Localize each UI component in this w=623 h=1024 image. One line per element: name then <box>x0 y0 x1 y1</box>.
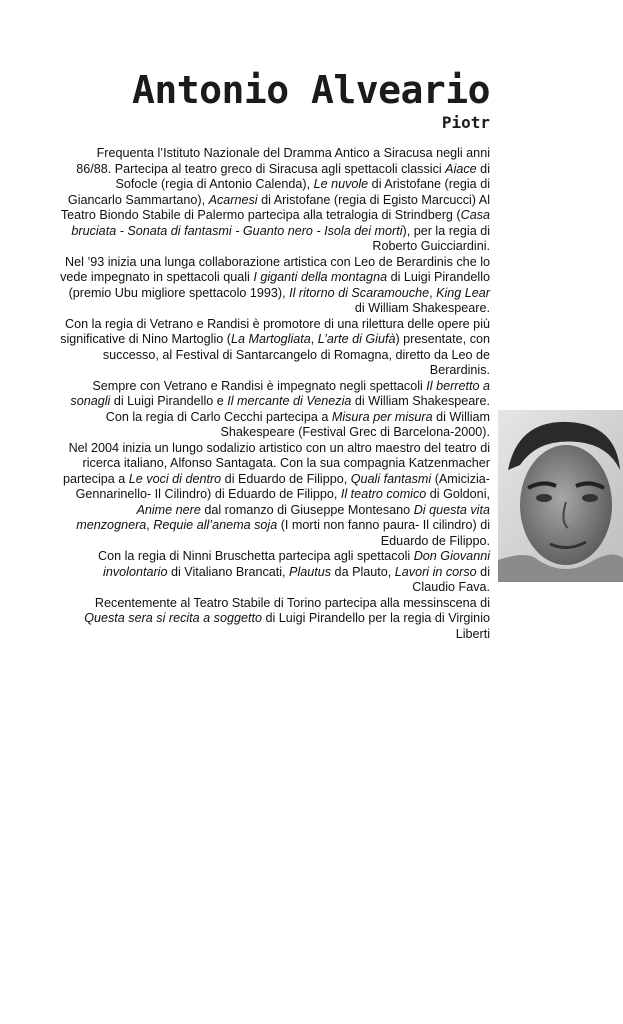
bio-text: , <box>310 332 318 346</box>
bio-text: di William Shakespeare. <box>351 394 490 408</box>
bio-text: dal romanzo di Giuseppe Montesano <box>200 502 414 517</box>
work-title: Le nuvole <box>313 177 369 191</box>
portrait-image <box>498 410 623 582</box>
work-title: Lavori in corso <box>394 564 477 579</box>
bio-text: ), per la regia di Roberto Guicciardini. <box>372 223 490 253</box>
work-title: I giganti della montagna <box>253 270 388 284</box>
work-title: Plautus <box>289 564 332 579</box>
work-title: La Martogliata <box>230 332 311 346</box>
bio-text: Nel ’93 inizia una lunga collaborazione artistica con Leo de Berardinis che lo vede impegnato in spettacoli quali <box>60 254 490 284</box>
bio-text: di Luigi Pirandello per la regia di Virginio Liberti <box>262 611 490 641</box>
bio-text: di Luigi Pirandello (premio Ubu migliore spettacolo 1993), <box>68 270 490 300</box>
bio-text: di Luigi Pirandello e <box>110 394 228 408</box>
work-title: Anime nere <box>136 502 201 517</box>
work-title: King Lear <box>436 285 490 300</box>
work-title: Don Giovanni involontario <box>103 549 490 579</box>
work-title: Requie all’anema soja <box>153 518 278 532</box>
bio-text: di William Shakespeare. <box>354 301 490 315</box>
bio-text: Con la regia di Carlo Cecchi partecipa a <box>105 409 332 424</box>
biography <box>60 146 490 642</box>
bio-text: di Aristofane (regia di Egisto Marcucci) Al Teatro Biondo Stabile di Palermo partecipa alla tetralogia di Strindberg ( <box>60 192 490 222</box>
bio-paragraph <box>60 146 490 255</box>
bio-text: (I morti non fanno paura- Il cilindro) di Eduardo de Filippo. <box>277 518 490 548</box>
actor-name: Antonio Alveario <box>131 68 490 112</box>
bio-text: di Vitaliano Brancati, <box>167 564 290 579</box>
work-title: Questa sera si recita a soggetto <box>84 611 262 625</box>
bio-text: di Eduardo de Filippo, <box>221 471 351 486</box>
work-title: Le voci di dentro <box>128 471 222 486</box>
work-title: Il mercante di Venezia <box>227 394 352 408</box>
bio-text: di Sofocle (regia di Antonio Calenda), <box>115 161 490 191</box>
bio-paragraph <box>60 379 490 410</box>
bio-paragraph <box>60 596 490 643</box>
work-title: Il ritorno di Scaramouche <box>289 285 430 300</box>
bio-text: Con la regia di Vetrano e Randisi è promotore di una rilettura delle opere più significative di Nino Martoglio ( <box>60 316 490 346</box>
work-title: Di questa vita menzognera <box>76 502 490 532</box>
bio-text: di William Shakespeare (Festival Grec di Barcelona-2000). <box>220 409 490 439</box>
actor-photo <box>498 410 623 582</box>
character-name: Piotr <box>441 113 490 132</box>
bio-text: di Aristofane (regia di Giancarlo Sammartano), <box>67 177 490 207</box>
bio-text: Nel 2004 inizia un lungo sodalizio artistico con un altro maestro del teatro di ricerca italiano, Alfonso Santagata. Con la sua compagnia Katzenmacher partecipa a <box>62 440 490 486</box>
work-title: Misura per misura <box>331 409 433 424</box>
work-title: Casa bruciata - Sonata di fantasmi - Guanto nero - Isola dei morti <box>71 208 490 238</box>
work-title: Il teatro comico <box>340 487 427 501</box>
bio-text: , <box>146 518 154 532</box>
work-title: Il berretto a sonagli <box>70 378 490 408</box>
bio-text: Frequenta l’Istituto Nazionale del Dramma Antico a Siracusa negli anni 86/88. Partecipa al teatro greco di Siracusa agli spettacoli classici <box>76 146 490 176</box>
bio-paragraph <box>60 441 490 550</box>
work-title: Aiace <box>445 161 477 176</box>
bio-text: , <box>429 285 437 300</box>
bio-paragraph <box>60 317 490 379</box>
work-title: L’arte di Giufà <box>317 332 396 346</box>
bio-text: Con la regia di Ninni Bruschetta partecipa agli spettacoli <box>97 549 414 563</box>
work-title: Acarnesi <box>208 192 258 207</box>
bio-paragraph <box>60 255 490 317</box>
work-title: Quali fantasmi <box>350 471 432 486</box>
bio-paragraph <box>60 410 490 441</box>
bio-text: di Claudio Fava. <box>412 564 490 594</box>
bio-text: Sempre con Vetrano e Randisi è impegnato negli spettacoli <box>92 378 427 393</box>
bio-text: Recentemente al Teatro Stabile di Torino partecipa alla messinscena di <box>94 595 490 610</box>
bio-text: di Goldoni, <box>426 487 490 501</box>
bio-text: (Amicizia- Gennarinello- Il Cilindro) di Eduardo de Filippo, <box>75 471 490 501</box>
bio-text: ) presentate, con successo, al Festival di Santarcangelo di Romagna, diretto da Leo de Berardinis. <box>102 332 490 377</box>
bio-paragraph <box>60 549 490 596</box>
bio-text: da Plauto, <box>331 564 395 579</box>
